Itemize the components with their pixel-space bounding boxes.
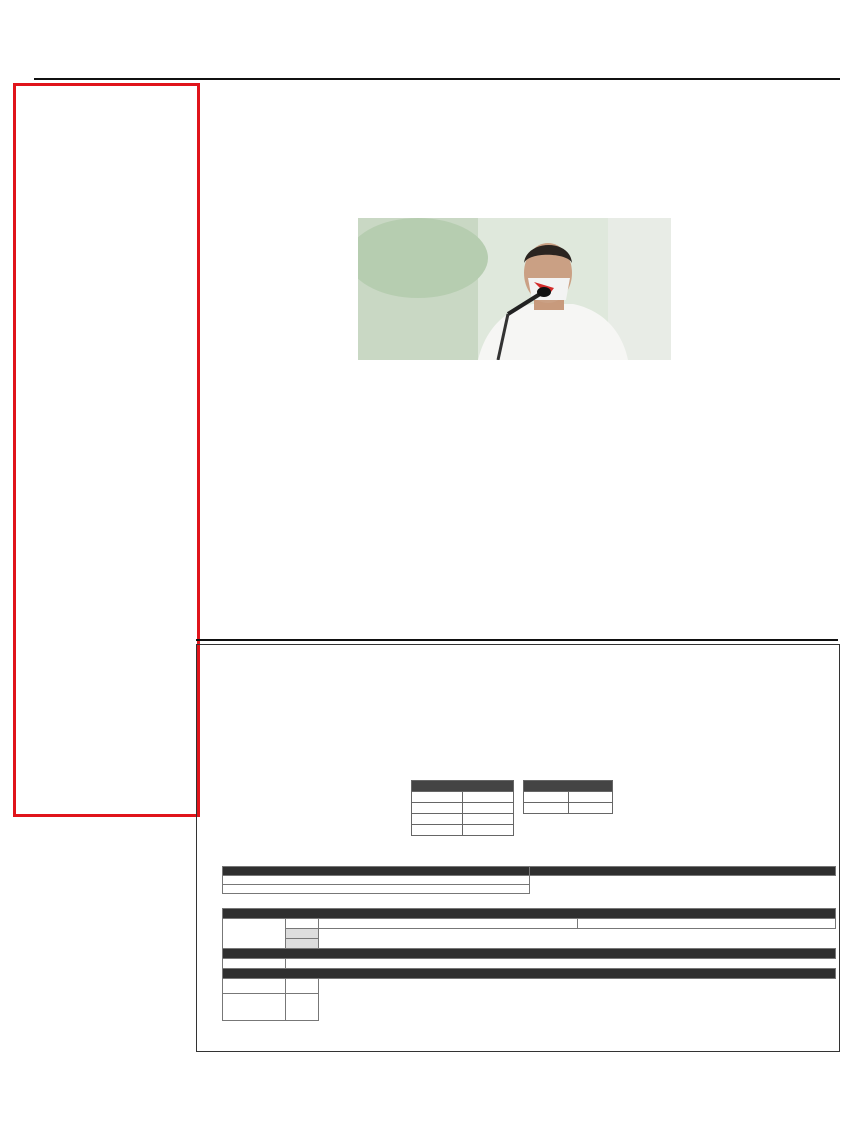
cell	[524, 792, 569, 803]
cell	[223, 979, 286, 994]
region-header	[223, 969, 836, 979]
contralor-photo	[358, 218, 671, 360]
cell	[412, 825, 463, 836]
cell	[463, 792, 514, 803]
photo-illustration	[358, 218, 671, 360]
cell	[223, 876, 530, 885]
header-rule	[34, 78, 840, 80]
table-row	[223, 939, 836, 949]
cell	[412, 814, 463, 825]
table-header	[223, 867, 530, 876]
cell	[412, 792, 463, 803]
cost-table-1	[411, 780, 514, 836]
cell	[223, 919, 286, 949]
cell	[524, 803, 569, 814]
table-header	[524, 781, 613, 792]
cell	[319, 919, 578, 929]
distribution-charge-table	[222, 866, 836, 894]
cell	[568, 792, 613, 803]
cell	[286, 929, 319, 939]
cell	[223, 959, 286, 969]
ad-rule	[196, 639, 838, 641]
table-header	[223, 909, 836, 919]
cell	[223, 994, 286, 1021]
max-price-table	[222, 908, 836, 1021]
cell	[286, 994, 319, 1021]
cell	[463, 814, 514, 825]
table-header	[412, 781, 514, 792]
cell	[463, 825, 514, 836]
table-header	[529, 867, 836, 876]
table-row	[223, 959, 836, 969]
cell	[577, 919, 836, 929]
cell	[412, 803, 463, 814]
cell	[286, 919, 319, 929]
highlight-box	[13, 83, 200, 817]
cell	[568, 803, 613, 814]
table-row	[223, 929, 836, 939]
region-header	[223, 949, 836, 959]
cell	[286, 939, 319, 949]
cell	[463, 803, 514, 814]
cell	[286, 979, 319, 994]
cell	[223, 885, 530, 894]
cost-table-2	[523, 780, 613, 814]
table-row	[223, 885, 836, 894]
article-column-4	[684, 214, 839, 218]
